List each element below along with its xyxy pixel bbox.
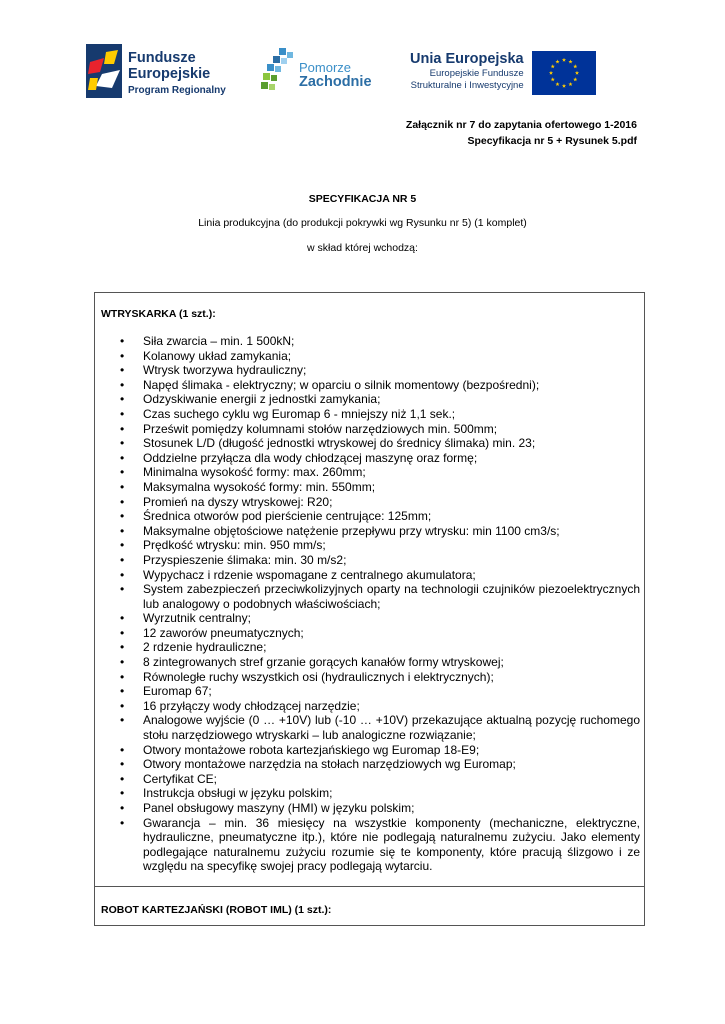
list-item-text: Maksymalna wysokość formy: min. 550mm;: [143, 479, 376, 494]
list-item: [95, 655, 644, 670]
list-item-text: Otwory montażowe robota kartezjańskiego wg Euromap 18-E9;: [143, 742, 480, 757]
bullet-icon: •: [120, 509, 125, 524]
list-item-text: Siła zwarcia – min. 1 500kN;: [143, 334, 295, 348]
list-item-text: Otwory montażowe narzędzia na stołach narzędziowych wg Euromap;: [143, 757, 516, 772]
list-item: [95, 743, 644, 758]
list-item-text: Certyfikat CE;: [143, 771, 218, 786]
list-item-text: Wyrzutnik centralny;: [143, 611, 251, 626]
table-row-wtryskarka: [95, 293, 644, 887]
bullet-icon: •: [120, 392, 125, 407]
list-item-text: 8 zintegrowanych stref grzanie gorących kanałów formy wtryskowej;: [143, 655, 504, 670]
bullet-icon: •: [120, 815, 125, 830]
section-heading-robot: ROBOT KARTEZJAŃSKI (ROBOT IML) (1 szt.):: [101, 904, 332, 916]
fe-logo-line3: Program Regionalny: [128, 85, 226, 96]
reference-line1: Załącznik nr 7 do zapytania ofertowego 1-2016: [405, 119, 637, 131]
list-item: [95, 349, 644, 364]
list-item-text: Odzyskiwanie energii z jednostki zamykania;: [143, 392, 381, 407]
bullet-icon: •: [120, 406, 125, 421]
pz-logo-line2: Zachodnie: [299, 74, 372, 90]
bullet-icon: •: [120, 684, 125, 699]
bullet-icon: •: [120, 348, 125, 363]
list-item: [95, 465, 644, 480]
bullet-icon: •: [120, 363, 125, 378]
list-item-text: Prześwit pomiędzy kolumnami stołów narzędziowych min. 500mm;: [143, 421, 498, 436]
fundusze-europejskie-emblem-icon: [86, 44, 122, 98]
list-item-text: Promień na dyszy wtryskowej: R20;: [143, 494, 333, 509]
list-item: [95, 480, 644, 495]
ue-logo-line1: Unia Europejska: [410, 51, 524, 67]
list-item: [95, 509, 644, 524]
list-item-text: 2 rdzenie hydrauliczne;: [143, 640, 267, 655]
ue-logo-line3: Strukturalne i Inwestycyjne: [410, 80, 524, 91]
fe-logo-line1: Fundusze: [128, 50, 196, 66]
list-item: [95, 451, 644, 466]
list-item-text: Równoległe ruchy wszystkich osi (hydraulicznych i elektrycznych);: [143, 669, 494, 684]
list-item-text: Euromap 67;: [143, 684, 212, 699]
bullet-icon: •: [120, 611, 125, 626]
bullet-icon: •: [120, 742, 125, 757]
list-item: [95, 640, 644, 655]
reference-line2: Specyfikacja nr 5 + Rysunek 5.pdf: [467, 135, 637, 147]
list-item-text: Instrukcja obsługi w języku polskim;: [143, 786, 333, 801]
fe-logo-line2: Europejskie: [128, 66, 211, 82]
list-item: [95, 757, 644, 772]
list-item: [95, 553, 644, 568]
list-item-text: Stosunek L/D (długość jednostki wtryskowej do średnicy ślimaka) min. 23;: [143, 436, 536, 451]
list-item: [95, 699, 644, 714]
bullet-icon: •: [120, 713, 125, 728]
pz-logo-line1: Pomorze: [299, 60, 352, 75]
bullet-icon: •: [120, 640, 125, 655]
bullet-icon: •: [120, 552, 125, 567]
list-item-text: 12 zaworów pneumatycznych;: [143, 625, 304, 640]
list-item: [95, 436, 644, 451]
attachment-reference: [406, 117, 637, 149]
list-item: [95, 392, 644, 407]
list-item: [95, 334, 644, 349]
bullet-icon: •: [120, 625, 125, 640]
list-item: [95, 816, 644, 874]
wtryskarka-items-list: [95, 334, 644, 874]
list-item-text: Przyspieszenie ślimaka: min. 30 m/s2;: [143, 552, 347, 567]
eu-flag-icon: [532, 51, 596, 95]
list-item-text: Wtrysk tworzywa hydrauliczny;: [143, 363, 307, 378]
list-item: [95, 524, 644, 539]
list-item-text: Wypychacz i rdzenie wspomagane z centralnego akumulatora;: [143, 567, 476, 582]
list-item-text: Maksymalne objętościowe natężenie przepływu przy wtrysku: min 1100 cm3/s;: [143, 523, 560, 538]
specification-table: [94, 292, 645, 926]
document-subtitle-2: w skład której wchodzą:: [307, 242, 418, 254]
unia-europejska-logo: [410, 50, 600, 100]
list-item-text: Oddzielne przyłącza dla wody chłodzącej maszynę oraz formę;: [143, 450, 478, 465]
bullet-icon: •: [120, 655, 125, 670]
list-item: [95, 495, 644, 510]
bullet-icon: •: [120, 421, 125, 436]
list-item: [95, 422, 644, 437]
list-item: [95, 568, 644, 583]
bullet-icon: •: [120, 377, 125, 392]
list-item-text: Średnica otworów pod pierścienie centrujące: 125mm;: [143, 509, 432, 524]
bullet-icon: •: [120, 523, 125, 538]
list-item: [95, 378, 644, 393]
bullet-icon: •: [120, 582, 125, 597]
bullet-icon: •: [120, 538, 125, 553]
bullet-icon: •: [120, 771, 125, 786]
bullet-icon: •: [120, 465, 125, 480]
document-subtitle: Linia produkcyjna (do produkcji pokrywki wg Rysunku nr 5) (1 komplet): [198, 217, 527, 229]
list-item-text: Napęd ślimaka - elektryczny; w oparciu o silnik momentowy (bezpośredni);: [143, 377, 540, 392]
bullet-icon: •: [120, 786, 125, 801]
list-item: [95, 801, 644, 816]
pomorze-zachodnie-emblem-icon: [259, 46, 299, 98]
bullet-icon: •: [120, 757, 125, 772]
list-item-text: Kolanowy układ zamykania;: [143, 348, 292, 363]
bullet-icon: •: [120, 436, 125, 451]
pomorze-zachodnie-logo: [259, 46, 372, 102]
list-item-text: Panel obsługowy maszyny (HMI) w języku polskim;: [143, 801, 415, 815]
list-item: [95, 611, 644, 626]
bullet-icon: •: [120, 801, 125, 815]
list-item: [95, 626, 644, 641]
fundusze-europejskie-logo: [86, 44, 226, 100]
ue-logo-line2: Europejskie Fundusze: [429, 68, 524, 79]
section-heading-wtryskarka: WTRYSKARKA (1 szt.):: [101, 308, 216, 320]
list-item-text: Analogowe wyjście (0 … +10V) lub (-10 … +10V) przekazujące aktualną pozycję ruchomego stołu narzędziowego wtryskarki – lub analogiczne rozwiązanie;: [143, 713, 640, 743]
document-title: SPECYFIKACJA NR 5: [308, 193, 417, 205]
bullet-icon: •: [120, 334, 125, 348]
list-item: [95, 786, 644, 801]
list-item-text: 16 przyłączy wody chłodzącej narzędzie;: [143, 698, 360, 713]
list-item-text: Czas suchego cyklu wg Euromap 6 - mniejszy niż 1,1 sek.;: [143, 406, 456, 421]
bullet-icon: •: [120, 494, 125, 509]
bullet-icon: •: [120, 567, 125, 582]
list-item: [95, 772, 644, 787]
list-item: [95, 670, 644, 685]
list-item-text: System zabezpieczeń przeciwkolizyjnych oparty na technologii czujników piezoelektrycznych lub analogowy o podobnych właściwościach;: [143, 582, 640, 611]
list-item: [95, 582, 644, 611]
list-item-text: Minimalna wysokość formy: max. 260mm;: [143, 465, 366, 480]
list-item: [95, 363, 644, 378]
list-item: [95, 538, 644, 553]
list-item-text: Gwarancja – min. 36 miesięcy na wszystkie komponenty (mechaniczne, elektryczne, hydrauliczne, pneumatyczne itp.), które nie podlegają naturalnemu zużyciu. Jako elementy podlegające naturalnemu zużyciu rozumie się te komponenty, które pracują ślizgowo i ze względu na specyfikę swojej pracy podlegają wytarciu.: [143, 815, 640, 874]
list-item: [95, 684, 644, 699]
bullet-icon: •: [120, 450, 125, 465]
list-item: [95, 713, 644, 742]
bullet-icon: •: [120, 698, 125, 713]
bullet-icon: •: [120, 479, 125, 494]
bullet-icon: •: [120, 669, 125, 684]
list-item-text: Prędkość wtrysku: min. 950 mm/s;: [143, 538, 326, 553]
list-item: [95, 407, 644, 422]
